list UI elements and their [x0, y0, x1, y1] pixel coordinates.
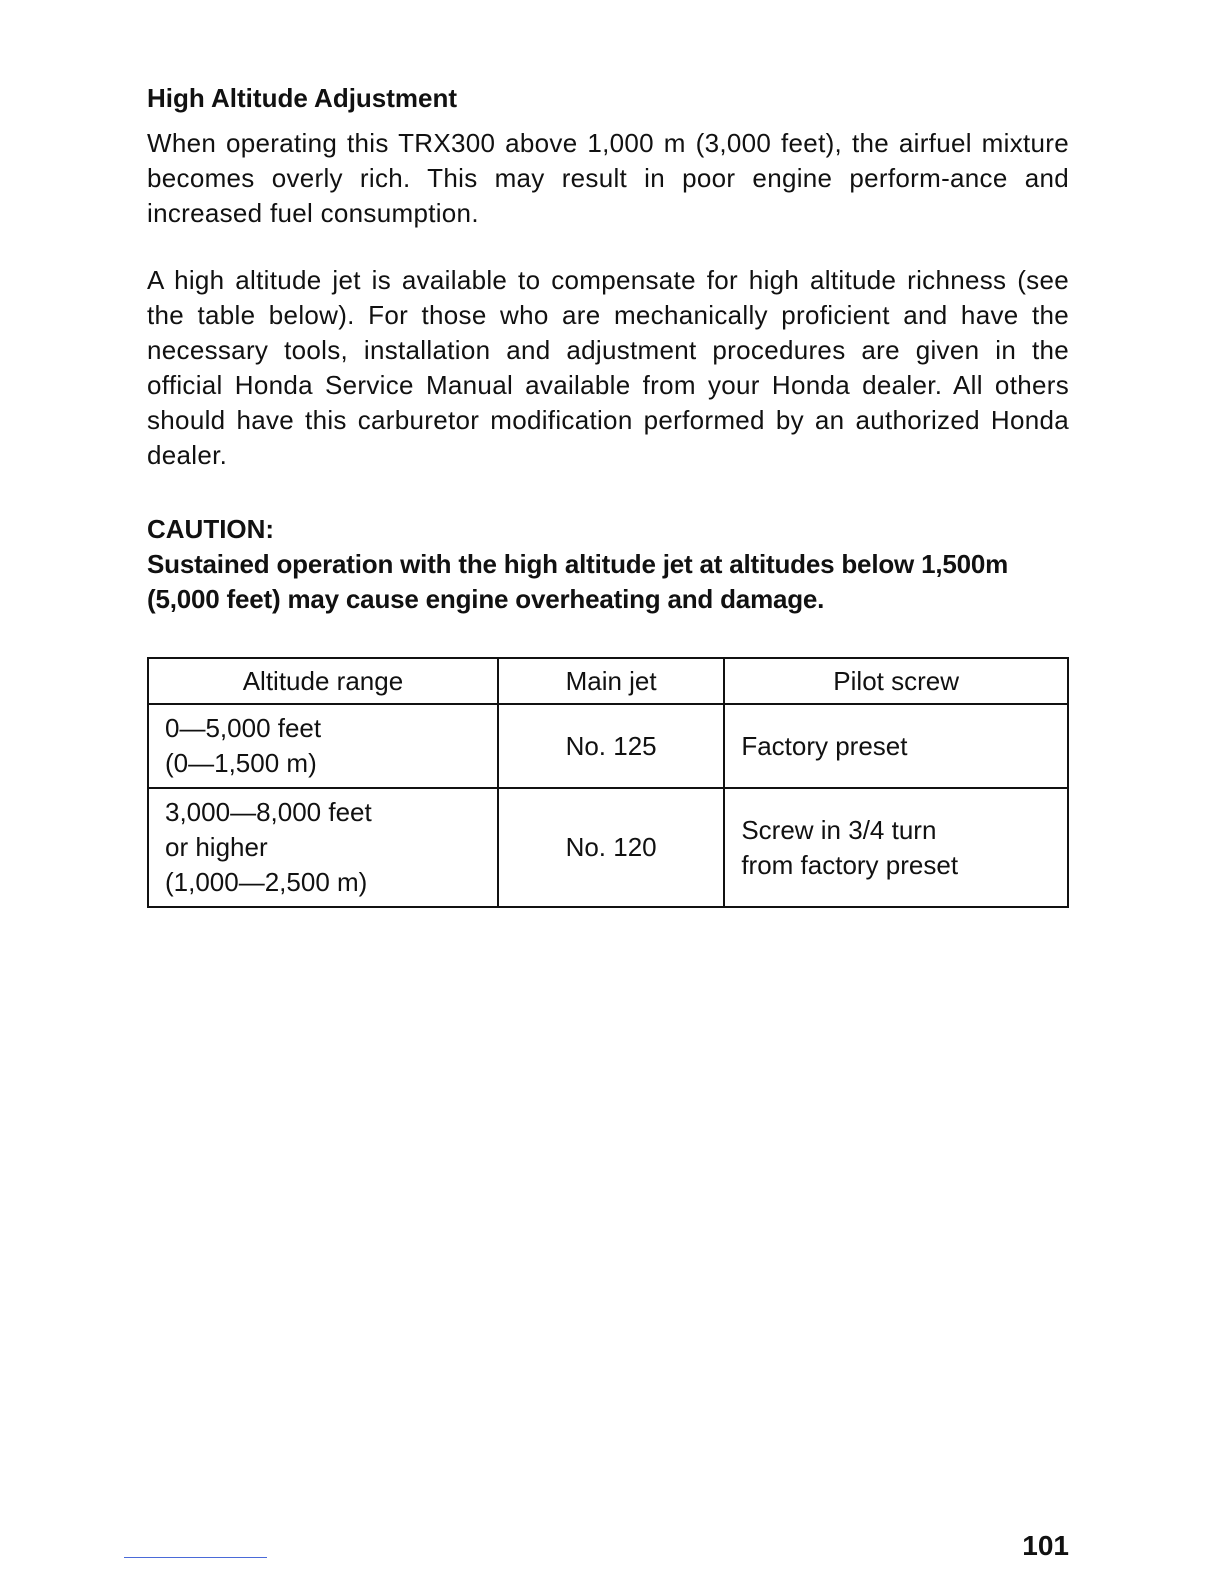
section-heading: High Altitude Adjustment — [147, 83, 458, 113]
altitude-cell — [148, 788, 498, 907]
caution-text: Sustained operation with the high altitude jet at altitudes below 1,500m (5,000 feet) may cause engine overheating and damage. — [147, 549, 1009, 614]
altitude-line: 0—5,000 feet — [165, 713, 322, 743]
caution-title: CAUTION: — [147, 514, 275, 544]
table-header-row — [148, 658, 1068, 704]
main-jet-cell: No. 125 — [498, 704, 724, 788]
altitude-line: 3,000—8,000 feet — [165, 797, 372, 827]
caution-block — [147, 511, 1069, 617]
page-number: 101 — [1022, 1530, 1069, 1561]
table-row — [148, 788, 1068, 907]
intro-paragraph: When operating this TRX300 above 1,000 m (3,000 feet), the airfuel mixture becomes overly rich. This may result in poor engine perform-ance and increased fuel consumption. — [147, 128, 1069, 228]
header-main-jet: Main jet — [498, 658, 724, 704]
pilot-screw-cell — [724, 704, 1068, 788]
table-row — [148, 704, 1068, 788]
altitude-cell — [148, 704, 498, 788]
pilot-screw-line: Factory preset — [741, 730, 908, 761]
jet-availability-paragraph: A high altitude jet is available to compensate for high altitude richness (see the table below). For those who are mechanically proficient and have the necessary tools, installation and adjustment procedures are given in the official Honda Service Manual available from your Honda dealer. All others should have this carburetor modification performed by an authorized Honda dealer. — [147, 265, 1069, 470]
main-jet-cell: No. 120 — [498, 788, 724, 907]
altitude-jet-table — [147, 657, 1069, 908]
bottom-divider — [124, 1557, 267, 1558]
header-altitude-range: Altitude range — [148, 658, 498, 704]
altitude-line: (1,000—2,500 m) — [165, 867, 368, 897]
pilot-screw-line: Screw in 3/4 turn — [741, 814, 937, 845]
header-pilot-screw: Pilot screw — [724, 658, 1068, 704]
altitude-line: or higher — [165, 832, 268, 862]
altitude-line: (0—1,500 m) — [165, 748, 317, 778]
manual-page — [147, 80, 1069, 908]
pilot-screw-line: from factory preset — [741, 849, 959, 880]
pilot-screw-cell — [724, 788, 1068, 907]
